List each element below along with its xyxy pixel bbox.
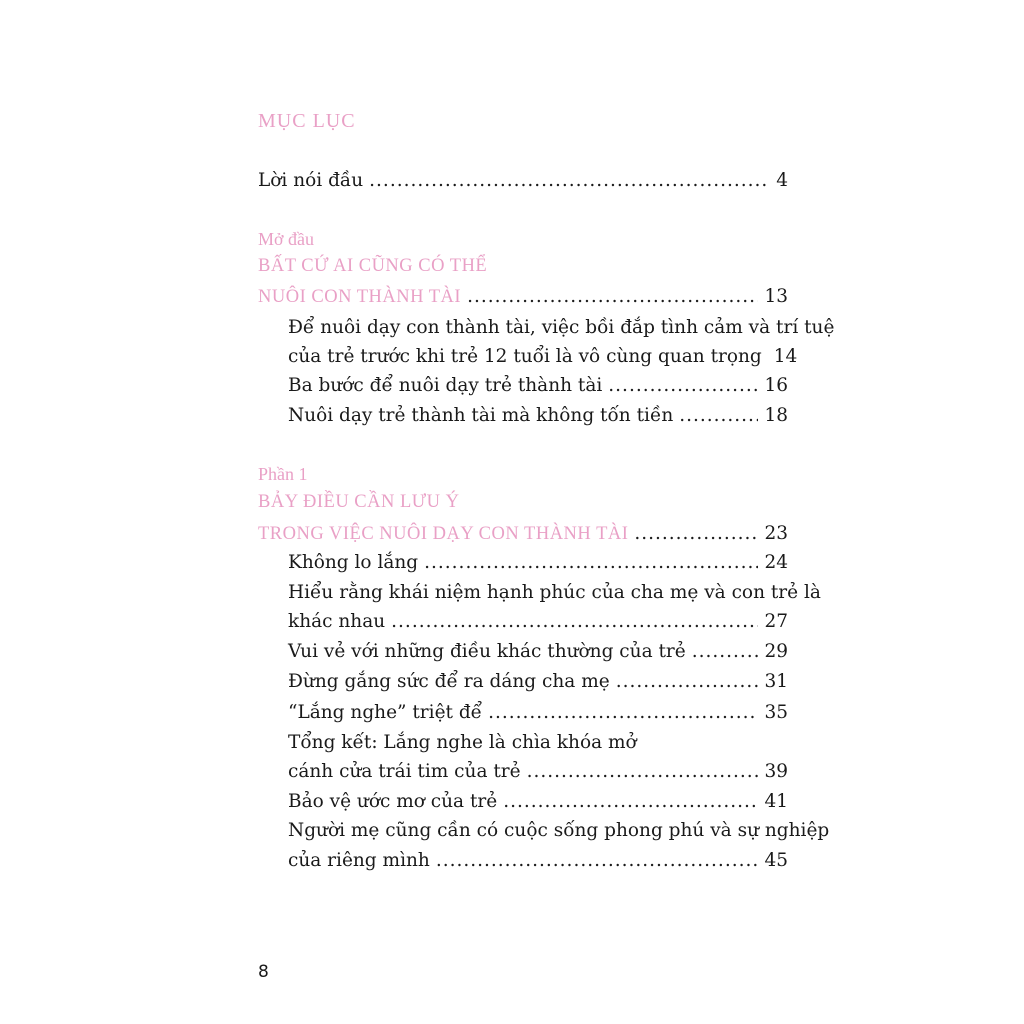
page-ref: 16	[764, 375, 788, 396]
toc-entry-intro-2[interactable]	[288, 371, 788, 401]
entry-title: “Lắng nghe” triệt để	[288, 702, 483, 723]
section-title-part1-line1: BẢY ĐIỀU CẦN LƯU Ý	[258, 492, 460, 512]
dot-leader	[608, 371, 758, 401]
toc-entry-part1-2-line1[interactable]: Hiểu rằng khái niệm hạnh phúc của cha mẹ và con trẻ là	[288, 582, 821, 603]
dot-leader	[488, 698, 758, 728]
dot-leader	[634, 519, 758, 549]
dot-leader	[391, 607, 758, 637]
entry-title: Vui vẻ với những điều khác thường của trẻ	[288, 641, 686, 662]
section-label-part1: Phần 1	[258, 464, 308, 484]
page-ref: 18	[764, 405, 788, 426]
dot-leader	[467, 282, 758, 312]
page-ref: 27	[764, 611, 788, 632]
section-title-intro-line2: NUÔI CON THÀNH TÀI	[258, 287, 462, 307]
dot-leader	[503, 787, 758, 817]
page-ref: 4	[776, 170, 788, 191]
page-ref: 41	[764, 791, 788, 812]
toc-entry-intro-3[interactable]	[288, 401, 788, 431]
page-ref: 35	[764, 702, 788, 723]
page-number: 8	[258, 962, 269, 982]
toc-entry-part1-6[interactable]	[288, 757, 788, 787]
toc-entry-part1-8[interactable]	[288, 846, 788, 876]
toc-entry-part1-5[interactable]	[288, 698, 788, 728]
toc-entry-preface[interactable]	[258, 166, 788, 196]
toc-title: MỤC LỤC	[258, 110, 356, 132]
section-title-part1-line2: TRONG VIỆC NUÔI DẠY CON THÀNH TÀI	[258, 524, 629, 544]
entry-title: cánh cửa trái tim của trẻ	[288, 761, 521, 782]
entry-title: Lời nói đầu	[258, 170, 364, 191]
entry-title: Đừng gắng sức để ra dáng cha mẹ	[288, 671, 610, 692]
entry-title: khác nhau	[288, 611, 386, 632]
toc-entry-part1-3[interactable]	[288, 637, 788, 667]
dot-leader	[436, 846, 759, 876]
dot-leader	[692, 637, 759, 667]
entry-title: Ba bước để nuôi dạy trẻ thành tài	[288, 375, 603, 396]
toc-entry-part1-4[interactable]	[288, 667, 788, 697]
dot-leader	[616, 667, 759, 697]
toc-entry-part1-8-line1[interactable]: Người mẹ cũng cần có cuộc sống phong phú và sự nghiệp	[288, 820, 830, 841]
page-ref: 31	[764, 671, 788, 692]
toc-entry-intro-heading[interactable]	[258, 282, 788, 312]
page-ref: 23	[764, 523, 788, 544]
toc-entry-intro-1-line1[interactable]: Để nuôi dạy con thành tài, việc bồi đắp tình cảm và trí tuệ	[288, 317, 835, 338]
entry-title: Nuôi dạy trẻ thành tài mà không tốn tiền	[288, 405, 674, 426]
page-ref: 24	[764, 552, 788, 573]
toc-entry-part1-6-line1[interactable]: Tổng kết: Lắng nghe là chìa khóa mở	[288, 732, 637, 753]
entry-title: của riêng mình	[288, 850, 430, 871]
toc-entry-part1-7[interactable]	[288, 787, 788, 817]
entry-title: của trẻ trước khi trẻ 12 tuổi là vô cùng quan trọng	[288, 346, 762, 367]
page-ref: 13	[764, 286, 788, 307]
page-ref: 14	[773, 346, 798, 367]
dot-leader	[424, 548, 758, 578]
dot-leader	[369, 166, 770, 196]
dot-leader	[527, 757, 759, 787]
entry-title: Không lo lắng	[288, 552, 419, 573]
toc-entry-part1-2[interactable]	[288, 607, 788, 637]
toc-entry-part1-heading[interactable]	[258, 519, 788, 549]
section-label-intro: Mở đầu	[258, 229, 315, 249]
entry-title: Bảo vệ ước mơ của trẻ	[288, 791, 498, 812]
dot-leader	[679, 401, 758, 431]
page-ref: 45	[764, 850, 788, 871]
section-title-intro-line1: BẤT CỨ AI CŨNG CÓ THỂ	[258, 256, 488, 276]
toc-entry-intro-1[interactable]	[288, 342, 798, 372]
page-ref: 29	[764, 641, 788, 662]
page-ref: 39	[764, 761, 788, 782]
toc-entry-part1-1[interactable]	[288, 548, 788, 578]
